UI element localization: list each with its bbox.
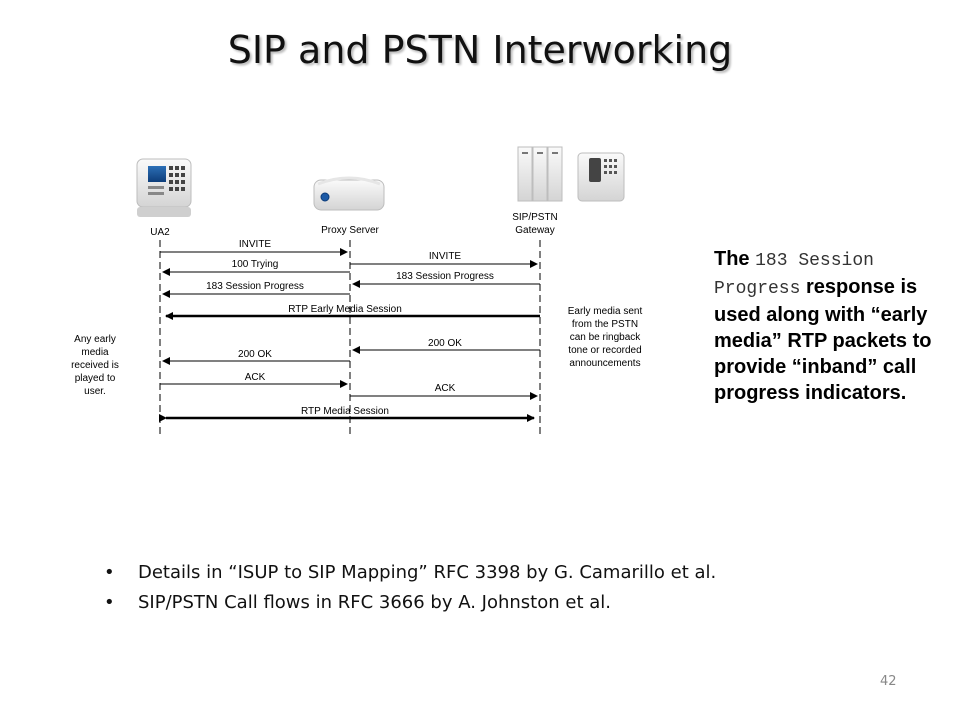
left-note-line: user. [84, 386, 106, 397]
message-label: 200 OK [238, 349, 272, 360]
gateway-icon [518, 147, 624, 201]
ip-phone-icon [137, 159, 191, 217]
side-note-code: 183 Session Progress [714, 251, 874, 299]
right-note-line: Early media sent [567, 306, 643, 317]
entity-label-proxy: Proxy Server [321, 225, 379, 236]
bullet-item [104, 588, 716, 618]
left-note-line: received is [71, 360, 119, 371]
bullet-text: SIP/PSTN Call flows in RFC 3666 by A. Johnston et al. [138, 592, 611, 613]
message-label: INVITE [238, 239, 272, 250]
slide-title: SIP and PSTN Interworking [227, 28, 733, 72]
side-note-part2: response is used along with “early media” RTP packets to provide “inband” call progress indicators. [714, 276, 932, 404]
side-note [714, 246, 944, 406]
message-label: 200 OK [428, 338, 462, 349]
entity-label-ua2: UA2 [150, 227, 170, 238]
left-note [71, 334, 119, 397]
bullet-list [104, 558, 716, 618]
left-note-line: media [81, 347, 109, 358]
bullet-icon: • [104, 562, 115, 583]
page-number: 42 [880, 674, 897, 689]
bullet-icon: • [104, 592, 115, 613]
left-note-line: Any early [74, 334, 116, 345]
message-label: ACK [434, 383, 456, 394]
bullet-item [104, 558, 716, 588]
bullet-text: Details in “ISUP to SIP Mapping” RFC 3398 by G. Camarillo et al. [138, 562, 717, 583]
message-label: RTP Early Media Session [288, 304, 402, 315]
right-note-line: tone or recorded [568, 345, 642, 356]
entity-label-gateway-line1: SIP/PSTN [512, 212, 558, 223]
proxy-server-icon [314, 178, 384, 210]
left-note-line: played to [74, 373, 116, 384]
message-label: INVITE [428, 251, 462, 262]
entity-label-gateway-line2: Gateway [515, 225, 555, 236]
message-label: ACK [244, 372, 266, 383]
message-label: 183 Session Progress [206, 281, 304, 292]
right-note-line: can be ringback [569, 332, 641, 343]
message-label: RTP Media Session [300, 406, 390, 417]
message-label: 100 Trying [231, 259, 279, 270]
side-note-part1: The [714, 248, 750, 270]
right-note-line: from the PSTN [571, 319, 639, 330]
right-note-line: announcements [569, 358, 641, 369]
message-label: 183 Session Progress [396, 271, 494, 282]
right-note [568, 306, 643, 369]
